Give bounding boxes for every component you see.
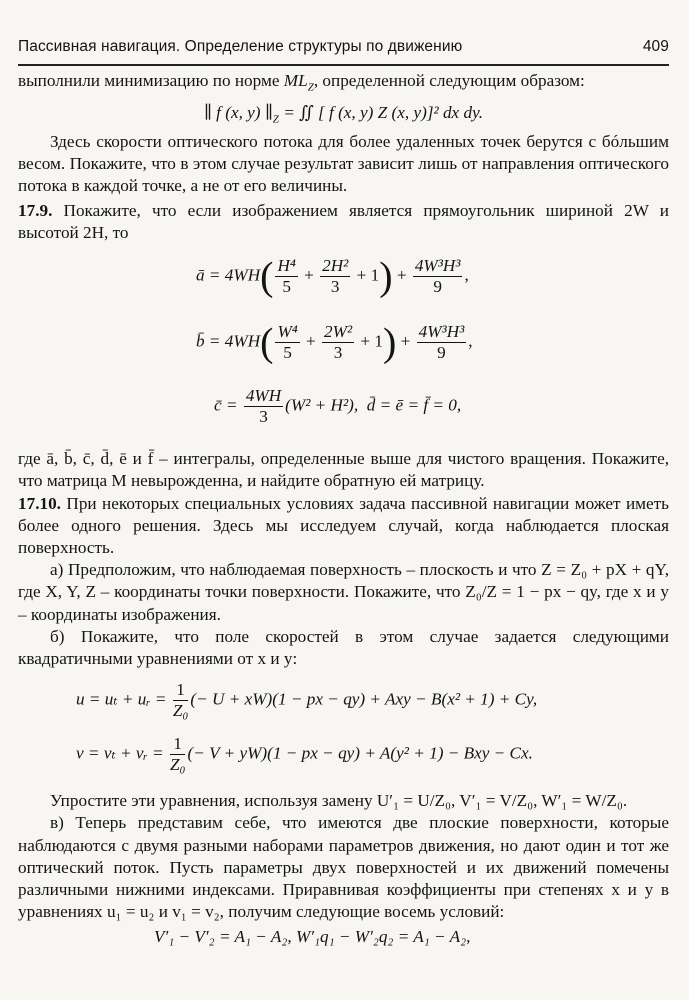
equation-norm: ∥ f (x, y) $\parallel_Z$ = ∬ [ f (x, y) Z (x, y)]² dx dy. xyxy=(203,102,484,126)
equation-b-bar: b̄ = 4WH( $\frac{\text{W⁴}}{5}$ + $\frac{\text{2W²}}{3}$ + 1) + $\frac{\text{4W³H³}}{9}$ , xyxy=(196,319,473,365)
paragraph-weights: Здесь скорости оптического потока для более удаленных точек берутся с бóльшим весом. Покажите, что в этом случае результат зависит лишь от направления оптического потока в каждой точке, а не от его величины. xyxy=(18,132,669,196)
equation-u: u = uₜ + uᵣ = $\frac{1}{\text{Z₀}}$ (− U + xW)(1 − px − qy) + Axy − B(x² + 1) + Cy, xyxy=(76,680,538,721)
paragraph-integrals: где ā, b̄, c̄, d̄, ē и f̄ – интегралы, определенные выше для чистого вращения. Покажите, что матрица M невырожденна, и найдите обратную ей матрицу. xyxy=(18,449,669,491)
equation-a-bar: ā = 4WH( $\frac{\text{H⁴}}{5}$ + $\frac{\text{2H²}}{3}$ + 1) + $\frac{\text{4W³H³}}{9}$ , xyxy=(196,253,469,299)
equation-conditions: V′₁ − V′₂ = A₁ − A₂, W′₁q₁ − W′₂q₂ = A₁ − A₂, xyxy=(154,927,471,947)
exercise-17-9: 17.9. Покажите, что если изображением является прямоугольник шириной 2W и высотой 2H, то xyxy=(18,200,670,242)
paragraph-norm: выполнили минимизацию по норме $ML_Z$, определенной следующим образом: xyxy=(18,71,585,94)
equation-v: v = vₜ + vᵣ = $\frac{1}{\text{Z₀}}$ (− V + yW)(1 − px − qy) + A(y² + 1) − Bxy − Cx. xyxy=(76,734,533,775)
exercise-17-10: 17.10. При некоторых специальных условиях задача пассивной навигации может иметь более одного решения. Здесь мы исследуем случай, когда наблюдается плоская поверхность. xyxy=(18,493,670,557)
paragraph-substitution: Упростите эти уравнения, используя замену U′₁ = U/Z₀, V′₁ = V/Z₀, W′₁ = W/Z₀. xyxy=(50,791,628,811)
item-c: в) Теперь представим себе, что имеются две плоские поверхности, которые наблюдаются с двумя разными наборами параметров движения, но дают один и тот же оптический поток. Пусть параметры двух поверхностей и их движений помечены различными нижними индексами. Приравнивая коэффициенты при степенях x и y в уравнениях u₁ = u₂ и v₁ = v₂, получим следующие восемь условий: xyxy=(18,813,669,922)
exercise-label: 17.10. xyxy=(18,493,61,513)
exercise-label: 17.9. xyxy=(18,200,53,220)
running-header xyxy=(18,38,669,56)
page-body xyxy=(18,70,669,947)
norm-symbol: $ML_Z$ xyxy=(283,71,314,94)
page-number: 409 xyxy=(642,38,669,55)
header-rule xyxy=(18,64,669,66)
equation-c-bar: c̄ = $\frac{4WH}{3}$ (W² + H²), d̄ = ē = f̄ = 0, xyxy=(214,386,462,427)
item-a: а) Предположим, что наблюдаемая поверхность – плоскость и что Z = Z₀ + pX + qY, где X, Y, Z – координаты точки поверхности. Покажите, что Z₀/Z = 1 − px − qy, где x и y – координаты изображения. xyxy=(18,560,669,624)
item-b: б) Покажите, что поле скоростей в этом случае задается следующими квадратичными уравнениями от x и y: xyxy=(18,626,669,668)
running-title: Пассивная навигация. Определение структуры по движению xyxy=(18,38,463,55)
